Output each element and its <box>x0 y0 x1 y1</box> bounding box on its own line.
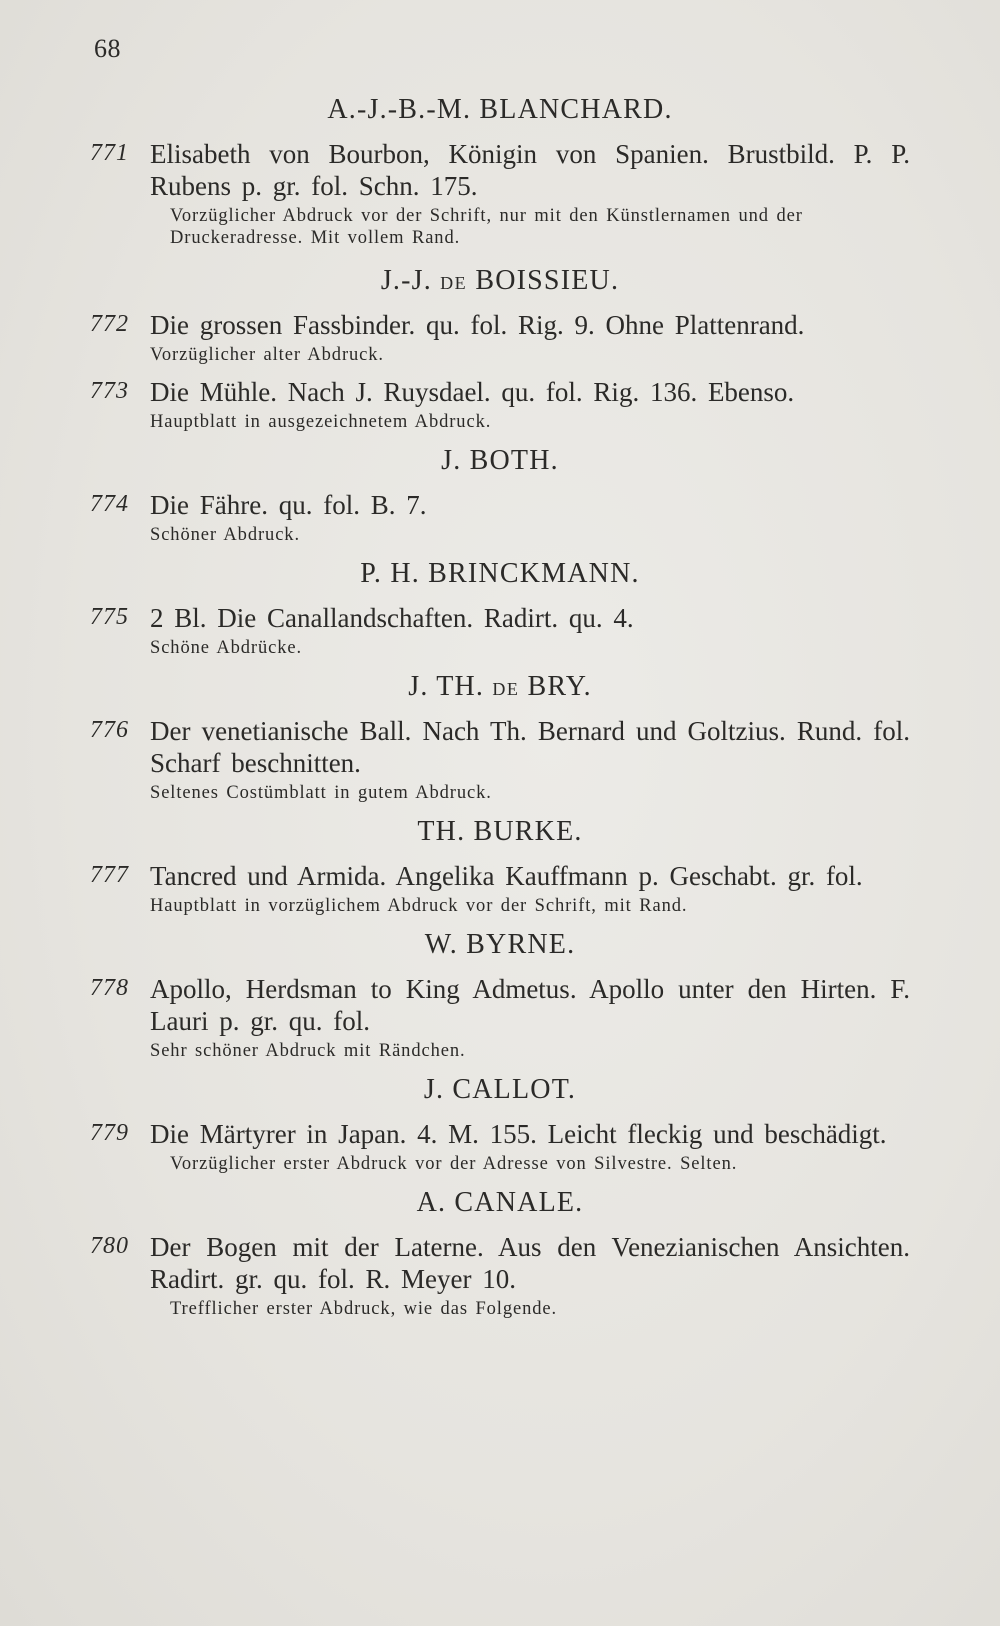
entry-number: 778 <box>90 975 129 1001</box>
entry-condition-note: Vorzüglicher Abdruck vor der Schrift, nur mit den Künstlernamen und der Druckeradresse. Mit vollem Rand. <box>170 206 803 248</box>
entry-number: 775 <box>90 604 129 630</box>
entry-title: Der venetianische Ball. Nach Th. Bernard und Goltzius. Rund. fol. Scharf beschnitten. <box>150 716 910 778</box>
page-number: 68 <box>94 34 121 63</box>
entry-title: Elisabeth von Bourbon, Königin von Spanien. Brustbild. P. P. Rubens p. gr. fol. Schn. 175. <box>150 139 910 201</box>
entry-number: 777 <box>90 862 129 888</box>
catalog-entry-774 <box>90 489 910 546</box>
artist-heading: J. BOTH. <box>441 445 559 476</box>
entry-condition-note: Sehr schöner Abdruck mit Rändchen. <box>150 1041 466 1061</box>
entry-number: 771 <box>90 140 129 166</box>
artist-section-de-bry <box>90 669 910 804</box>
entry-title: Die Mühle. Nach J. Ruysdael. qu. fol. Rig. 136. Ebenso. <box>150 377 795 407</box>
entry-condition-note: Vorzüglicher alter Abdruck. <box>150 345 384 365</box>
entry-title: Der Bogen mit der Laterne. Aus den Venezianischen Ansichten. Radirt. gr. qu. fol. R. Meyer 10. <box>150 1232 910 1294</box>
artist-section-byrne <box>90 927 910 1062</box>
artist-initials: J. TH. <box>408 671 485 702</box>
artist-heading: J. CALLOT. <box>423 1074 577 1105</box>
entry-condition-note: Seltenes Costümblatt in gutem Abdruck. <box>150 783 492 803</box>
catalog-entry-778 <box>90 973 910 1062</box>
entry-title: Apollo, Herdsman to King Admetus. Apollo unter den Hirten. F. Lauri p. gr. qu. fol. <box>150 974 910 1036</box>
catalog-entry-775 <box>90 602 910 659</box>
artist-initials: J.-J. <box>380 265 432 296</box>
artist-heading: TH. BURKE. <box>417 816 583 847</box>
artist-heading: A. CANALE. <box>416 1187 584 1218</box>
entry-number: 780 <box>90 1233 129 1259</box>
artist-heading: P. H. BRINCKMANN. <box>360 558 640 589</box>
entry-number: 776 <box>90 717 129 743</box>
entry-number: 779 <box>90 1120 129 1146</box>
artist-particle: de <box>492 672 520 701</box>
catalog-entry-771 <box>90 138 910 249</box>
artist-section-blanchard <box>90 92 910 249</box>
artist-heading <box>90 263 910 299</box>
entry-number: 772 <box>90 311 129 337</box>
entry-title: Die Fähre. qu. fol. B. 7. <box>150 490 427 520</box>
artist-heading: W. BYRNE. <box>424 929 576 960</box>
entry-title: Die grossen Fassbinder. qu. fol. Rig. 9. Ohne Plattenrand. <box>150 310 805 340</box>
entry-number: 774 <box>90 491 129 517</box>
entry-title: Tancred und Armida. Angelika Kauffmann p. Geschabt. gr. fol. <box>150 861 863 891</box>
entry-title: Die Märtyrer in Japan. 4. M. 155. Leicht fleckig und beschädigt. <box>150 1119 887 1149</box>
entry-condition-note: Trefflicher erster Abdruck, wie das Folgende. <box>170 1299 558 1319</box>
entry-title: 2 Bl. Die Canallandschaften. Radirt. qu. 4. <box>150 603 634 633</box>
catalog-entry-773 <box>90 376 910 433</box>
artist-section-brinckmann <box>90 556 910 659</box>
artist-particle: de <box>440 266 468 295</box>
entry-condition-note: Schöne Abdrücke. <box>150 638 303 658</box>
catalog-entry-776 <box>90 715 910 804</box>
artist-section-burke <box>90 814 910 917</box>
catalog-content <box>90 92 910 1330</box>
artist-section-both <box>90 443 910 546</box>
catalog-entry-779 <box>90 1118 910 1175</box>
artist-section-canale <box>90 1185 910 1320</box>
catalog-entry-777 <box>90 860 910 917</box>
entry-condition-note: Vorzüglicher erster Abdruck vor der Adresse von Silvestre. Selten. <box>170 1154 738 1174</box>
artist-heading <box>90 669 910 705</box>
artist-section-boissieu <box>90 263 910 433</box>
catalog-entry-772 <box>90 309 910 366</box>
artist-heading: A.-J.-B.-M. BLANCHARD. <box>327 94 673 125</box>
entry-number: 773 <box>90 378 129 404</box>
catalog-entry-780 <box>90 1231 910 1320</box>
artist-section-callot <box>90 1072 910 1175</box>
artist-surname: BOISSIEU. <box>475 265 620 296</box>
entry-condition-note: Schöner Abdruck. <box>150 525 300 545</box>
entry-condition-note: Hauptblatt in vorzüglichem Abdruck vor der Schrift, mit Rand. <box>150 896 688 916</box>
artist-surname: BRY. <box>527 671 592 702</box>
entry-condition-note: Hauptblatt in ausgezeichnetem Abdruck. <box>150 412 492 432</box>
